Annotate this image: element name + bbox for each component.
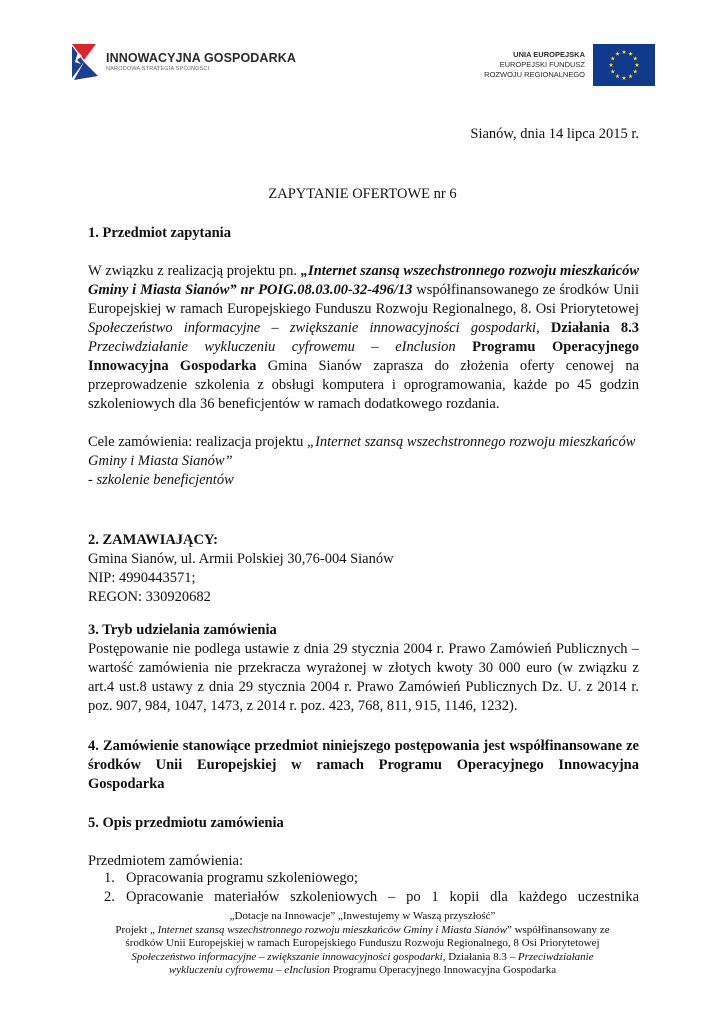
- innowacyjna-gospodarka-logo: [70, 42, 296, 82]
- text-run: ” współfinansowany ze: [506, 923, 610, 936]
- page-footer: [80, 910, 645, 978]
- eu-star-icon: [611, 69, 615, 73]
- text-run: Projekt „: [115, 923, 158, 936]
- footer-line-2: [80, 924, 645, 938]
- section-1-heading: 1. Przedmiot zapytania: [88, 225, 231, 241]
- eu-logo-line2: EUROPEJSKI FUNDUSZ: [499, 60, 585, 69]
- contracting-address: Gmina Sianów, ul. Armii Polskiej 30,76-004 Sianów: [88, 551, 394, 567]
- project-name-goals: „Internet szansą wszechstronnego rozwoju mieszkańców Gminy i Miasta Sianów”: [88, 434, 636, 469]
- footer-axis-name: Społeczeństwo informacyjne – zwiększanie innowacyjności gospodarki: [131, 950, 443, 963]
- list-item-text: Opracowania programu szkoleniowego;: [126, 870, 358, 886]
- programme-name: Programu Operacyjnego Innowacyjna Gospodarka: [88, 339, 639, 374]
- contracting-nip: NIP: 4990443571;: [88, 570, 196, 586]
- footer-line-5: [80, 964, 645, 978]
- eu-star-icon: [609, 63, 613, 67]
- section-3-text: Postępowanie nie podlega ustawie z dnia 29 stycznia 2004 r. Prawo Zamówień Publicznych – wartość zamówienia nie przekracza wyrażonej w złotych kwoty 30 000 euro (w związku z art.4 ust.8 ustawy z dnia 29 stycznia 2004 r. Prawo Zamówień Publicznych Dz. U. z 2014 r. poz. 907, 984, 1047, 1473, z 2014 r. poz. 423, 768, 811, 915, 1146, 1232).: [88, 641, 639, 714]
- text-run: Gmina Sianów zaprasza do złożenia oferty cenowej na przeprowadzenie szkolenia z obsługi komputera i oprogramowania, każde po 45 godzin szkoleniowych dla 36 beneficjentów w ramach dodatkowego rozdania.: [88, 358, 640, 412]
- section-5-intro: Przedmiotem zamówienia:: [88, 853, 244, 869]
- eu-star-icon: [628, 74, 632, 78]
- list-item-text: Opracowanie materiałów szkoleniowych – po 1 kopii dla każdego uczestnika: [126, 889, 639, 905]
- eu-star-icon: [628, 51, 632, 55]
- footer-line-3: środków Unii Europejskiej w ramach Europejskiego Funduszu Rozwoju Regionalnego, 8 Osi Priorytetowej: [125, 937, 600, 949]
- section-1-goals: [88, 433, 639, 490]
- text-run: Programu Operacyjnego Innowacyjna Gospodarka: [330, 964, 557, 976]
- contracting-regon: REGON: 330920682: [88, 589, 211, 605]
- eu-flag-icon: [593, 44, 655, 86]
- footer-measure-title: Przeciwdziałanie: [517, 950, 594, 963]
- text-run: ,: [536, 320, 551, 336]
- footer-line-4: [80, 951, 645, 965]
- footer-einclusion: wykluczeniu cyfrowemu – eInclusion: [168, 964, 331, 976]
- list-item: [104, 888, 639, 907]
- eu-star-icon: [622, 50, 626, 54]
- eu-logo-line3: ROZWOJU REGIONALNEGO: [484, 70, 585, 79]
- measure-title: Przeciwdziałanie wykluczeniu cyfrowemu – eInclusion: [88, 339, 456, 355]
- section-3-heading: 3. Tryb udzielania zamówienia: [88, 622, 277, 638]
- text-run: współfinansowanego ze środków Unii Europejskiej w ramach Europejskiego Funduszu Rozwoju Regionalnego, 8. Osi Priorytetowej: [88, 282, 639, 317]
- section-1-paragraph: [88, 262, 639, 414]
- eu-logo: [484, 44, 655, 86]
- priority-axis-name: Społeczeństwo informacyjne – zwiększanie innowacyjności gospodarki: [88, 320, 537, 336]
- eu-star-icon: [615, 51, 619, 55]
- text-run: Cele zamówienia: realizacja projektu: [88, 434, 308, 450]
- text-run: , Działania 8.3 –: [442, 950, 518, 963]
- section-4-heading: 4. Zamówienie stanowiące przedmiot niniejszego postępowania jest współfinansowane ze środków Unii Europejskiej w ramach Programu Operacyjnego Innowacyjna Gospodarka: [88, 738, 639, 792]
- document-date: Sianów, dnia 14 lipca 2015 r.: [470, 126, 639, 142]
- section-2-heading: 2. ZAMAWIAJĄCY:: [88, 532, 218, 548]
- eu-star-icon: [611, 56, 615, 60]
- eu-star-icon: [622, 76, 626, 80]
- section-5-list: [104, 869, 639, 907]
- document-title: ZAPYTANIE OFERTOWE nr 6: [268, 186, 457, 202]
- section-2: [88, 531, 639, 607]
- page-header: [70, 40, 655, 90]
- section-5-heading: 5. Opis przedmiotu zamówienia: [88, 815, 284, 831]
- project-name: „Internet szansą wszechstronnego rozwoju mieszkańców Gminy i Miasta Sianów” nr POIG.08.03.00-32-496/13: [88, 263, 639, 298]
- list-item-number: 2.: [104, 889, 115, 905]
- list-item: [104, 869, 639, 888]
- innowacyjna-gospodarka-emblem-icon: [70, 42, 100, 82]
- measure-name: Działania 8.3: [550, 320, 639, 336]
- eu-star-icon: [615, 74, 619, 78]
- text-run: [456, 339, 473, 355]
- eu-star-icon: [635, 63, 639, 67]
- left-logo-title: INNOWACYJNA GOSPODARKA: [106, 51, 296, 65]
- eu-logo-line1: UNIA EUROPEJSKA: [513, 50, 585, 59]
- left-logo-subtitle: NARODOWA STRATEGIA SPÓJNOŚCI: [106, 66, 210, 72]
- footer-project-name: Internet szansą wszechstronnego rozwoju mieszkańców Gminy i Miasta Sianów: [157, 923, 507, 936]
- goals-subline: - szkolenie beneficjentów: [88, 472, 234, 488]
- eu-star-icon: [633, 56, 637, 60]
- footer-slogan: „Dotacje na Innowacje” „Inwestujemy w Waszą przyszłość”: [229, 910, 496, 922]
- list-item-number: 1.: [104, 870, 115, 886]
- section-3: [88, 621, 639, 716]
- eu-star-icon: [633, 69, 637, 73]
- text-run: W związku z realizacją projektu pn.: [88, 263, 301, 279]
